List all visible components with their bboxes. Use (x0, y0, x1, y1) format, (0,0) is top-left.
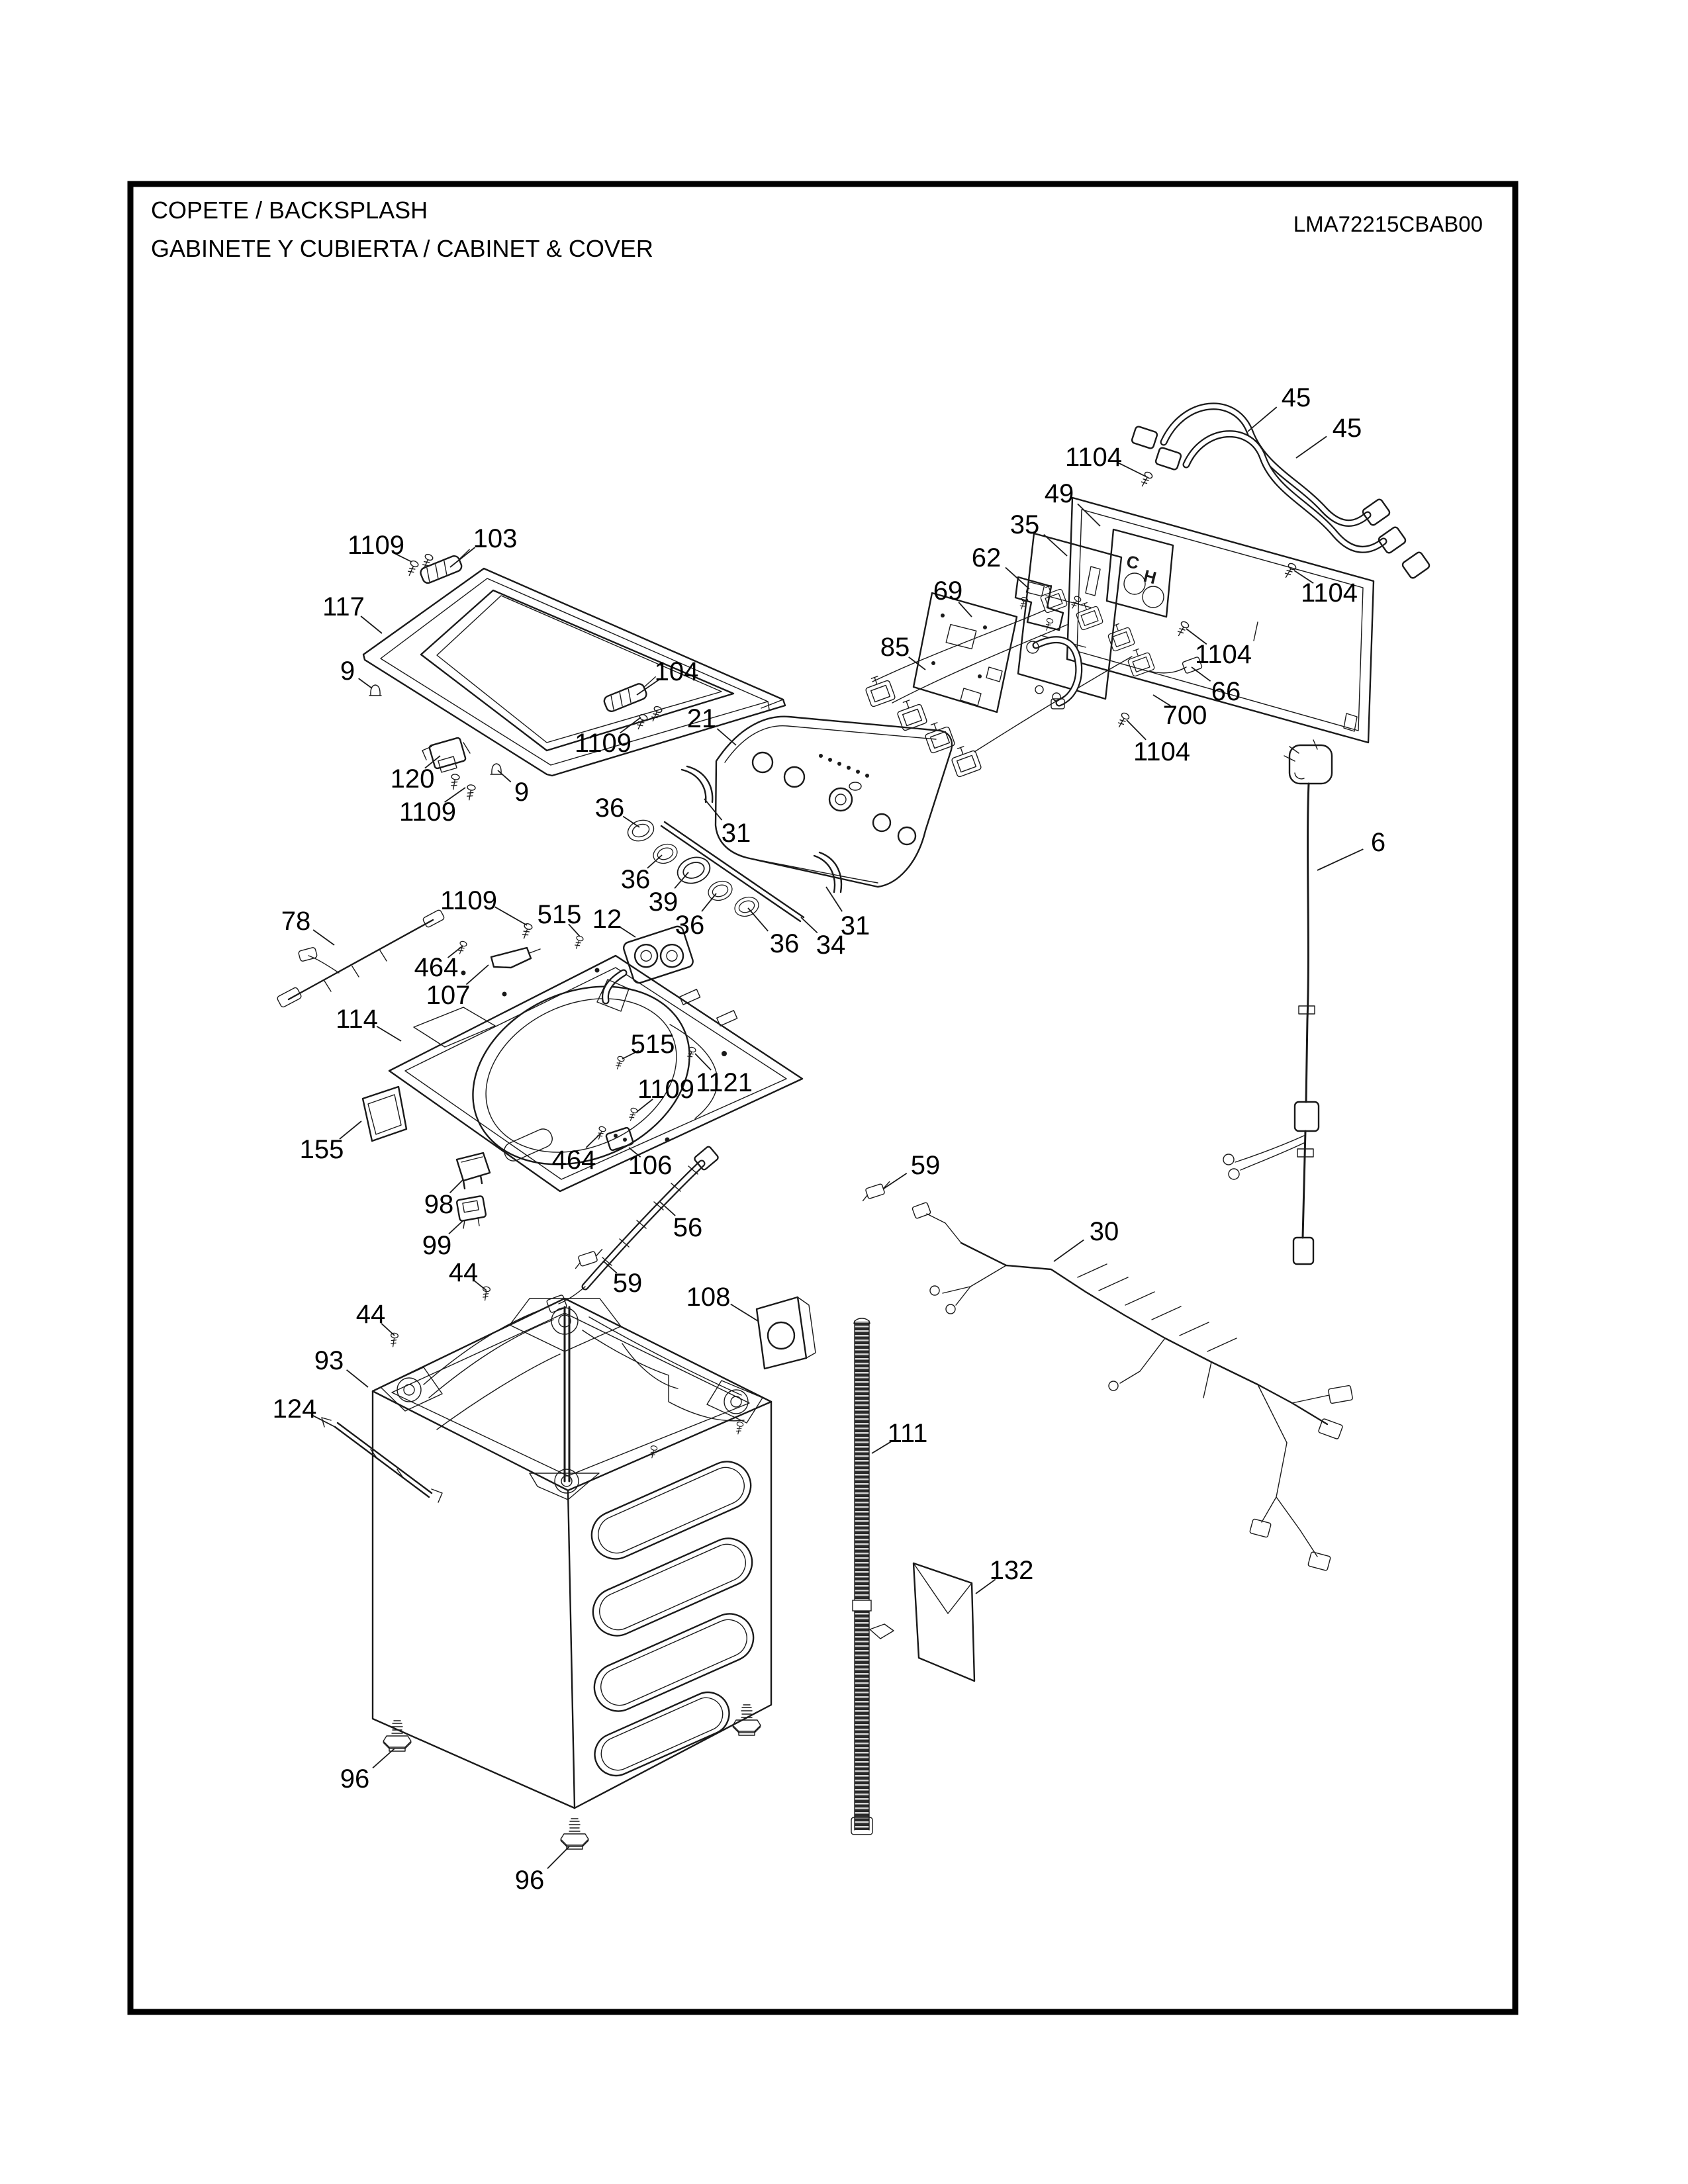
pipe-nut-icon (1035, 686, 1043, 694)
doc-code: LMA72215CBAB00 (1293, 212, 1483, 236)
part-label-104: 104 (654, 657, 699, 686)
drain-hose (851, 1318, 894, 1835)
part-label-56: 56 (673, 1213, 703, 1242)
leader-line-66 (1192, 667, 1211, 681)
part-label-66: 66 (1211, 677, 1241, 706)
part-label-36: 36 (620, 865, 651, 894)
leader-line-9 (498, 770, 511, 782)
leader-line-21 (717, 729, 736, 745)
title-line-2: GABINETE Y CUBIERTA / CABINET & COVER (151, 235, 653, 262)
brace-rod-124 (322, 1418, 442, 1502)
part-label-1109: 1109 (399, 797, 457, 827)
hinge-cover-98 (457, 1153, 490, 1189)
main-harness (912, 1202, 1353, 1570)
leader-line-34 (801, 917, 818, 933)
backsplash-screws (1070, 471, 1297, 729)
power-cord (1223, 740, 1332, 1264)
part-label-111: 111 (887, 1419, 928, 1448)
part-label-124: 124 (272, 1394, 317, 1424)
page-border (130, 184, 1515, 2012)
part-label-45: 45 (1281, 383, 1311, 412)
leveling-foot (733, 1705, 761, 1735)
literature-sheet (914, 1563, 974, 1681)
part-label-44: 44 (448, 1258, 479, 1287)
corner-cap-155 (363, 1087, 406, 1141)
part-label-93: 93 (314, 1346, 344, 1375)
leader-line-1104 (1118, 463, 1149, 478)
part-label-464: 464 (414, 953, 459, 982)
part-label-700: 700 (1162, 701, 1207, 730)
part-label-1109: 1109 (440, 886, 498, 915)
leader-line-45 (1248, 407, 1277, 432)
leader-line-45 (1296, 436, 1327, 458)
part-label-85: 85 (880, 633, 910, 662)
part-label-35: 35 (1009, 510, 1040, 539)
leader-line-96 (373, 1749, 395, 1768)
part-label-108: 108 (686, 1283, 731, 1312)
part-label-1104: 1104 (1133, 737, 1191, 766)
leader-line-9 (359, 678, 372, 688)
leader-line-59 (884, 1173, 907, 1189)
leader-line-12 (620, 927, 635, 937)
part-label-9: 9 (340, 657, 355, 686)
part-label-59: 59 (910, 1151, 941, 1180)
title-line-1: COPETE / BACKSPLASH (151, 197, 428, 224)
part-label-96: 96 (514, 1866, 545, 1895)
leader-line-108 (731, 1304, 758, 1321)
part-label-6: 6 (1370, 828, 1386, 857)
part-label-1104: 1104 (1194, 640, 1252, 669)
part-label-78: 78 (281, 907, 311, 936)
part-label-515: 515 (537, 900, 582, 929)
part-label-103: 103 (473, 524, 518, 553)
part-label-49: 49 (1044, 479, 1074, 508)
part-label-464: 464 (551, 1146, 596, 1175)
part-label-1104: 1104 (1064, 443, 1123, 472)
part-label-36: 36 (594, 794, 625, 823)
part-label-9: 9 (514, 778, 530, 807)
part-label-515: 515 (630, 1030, 675, 1059)
part-label-12: 12 (592, 905, 622, 934)
leader-line-39 (675, 872, 688, 888)
part-label-132: 132 (989, 1556, 1034, 1585)
leader-line-30 (1054, 1240, 1084, 1261)
leader-line-1109 (495, 907, 527, 925)
leader-line-103 (450, 547, 475, 567)
leader-line-96 (547, 1846, 569, 1868)
part-label-117: 117 (322, 592, 365, 621)
part-label-120: 120 (390, 764, 435, 794)
part-label-36: 36 (769, 929, 800, 958)
leader-line-35 (1044, 535, 1067, 556)
part-label-1109: 1109 (347, 531, 405, 560)
part-label-44: 44 (355, 1300, 386, 1329)
hose-clip-icon (870, 1624, 894, 1639)
part-label-99: 99 (422, 1231, 452, 1260)
panel-marking-cold: C (1124, 551, 1142, 574)
fill-funnel-108 (757, 1297, 816, 1369)
part-label-62: 62 (971, 543, 1002, 572)
part-label-1121: 1121 (695, 1068, 753, 1097)
switch-bracket (1015, 577, 1063, 631)
part-label-155: 155 (299, 1135, 344, 1164)
part-label-96: 96 (340, 1764, 370, 1794)
part-label-1104: 1104 (1300, 578, 1358, 608)
leader-line-93 (347, 1370, 368, 1387)
leader-line-114 (377, 1026, 401, 1041)
part-label-21: 21 (686, 704, 717, 733)
side-panel-embossments (584, 1454, 761, 1782)
hinge-striker (491, 948, 540, 968)
part-label-98: 98 (424, 1190, 454, 1219)
part-label-114: 114 (336, 1005, 378, 1034)
panel-marking-hot: H (1141, 565, 1159, 588)
part-label-30: 30 (1089, 1217, 1119, 1246)
lid-hinge-right (602, 677, 661, 713)
part-label-1109: 1109 (574, 729, 632, 758)
pipe-nut-icon (1053, 693, 1060, 701)
leader-line-78 (313, 930, 334, 945)
part-label-106: 106 (628, 1151, 673, 1180)
fill-pipe (1027, 640, 1079, 709)
part-label-31: 31 (721, 819, 751, 848)
leader-line-36 (748, 908, 768, 931)
part-label-34: 34 (816, 931, 846, 960)
part-labels (273, 383, 1386, 1895)
part-label-39: 39 (648, 887, 679, 917)
part-label-31: 31 (840, 911, 870, 940)
inlet-hoses (1131, 406, 1430, 579)
part-label-36: 36 (675, 911, 705, 940)
part-label-1109: 1109 (637, 1075, 695, 1104)
part-label-69: 69 (933, 576, 963, 606)
part-label-107: 107 (426, 981, 471, 1010)
leader-line-6 (1317, 849, 1363, 870)
part-label-59: 59 (612, 1269, 643, 1298)
cabinet (322, 1287, 771, 1849)
leveling-foot (561, 1819, 588, 1849)
console-trim-strips (661, 766, 841, 921)
lid-bumper (369, 685, 381, 696)
part-label-45: 45 (1332, 414, 1362, 443)
